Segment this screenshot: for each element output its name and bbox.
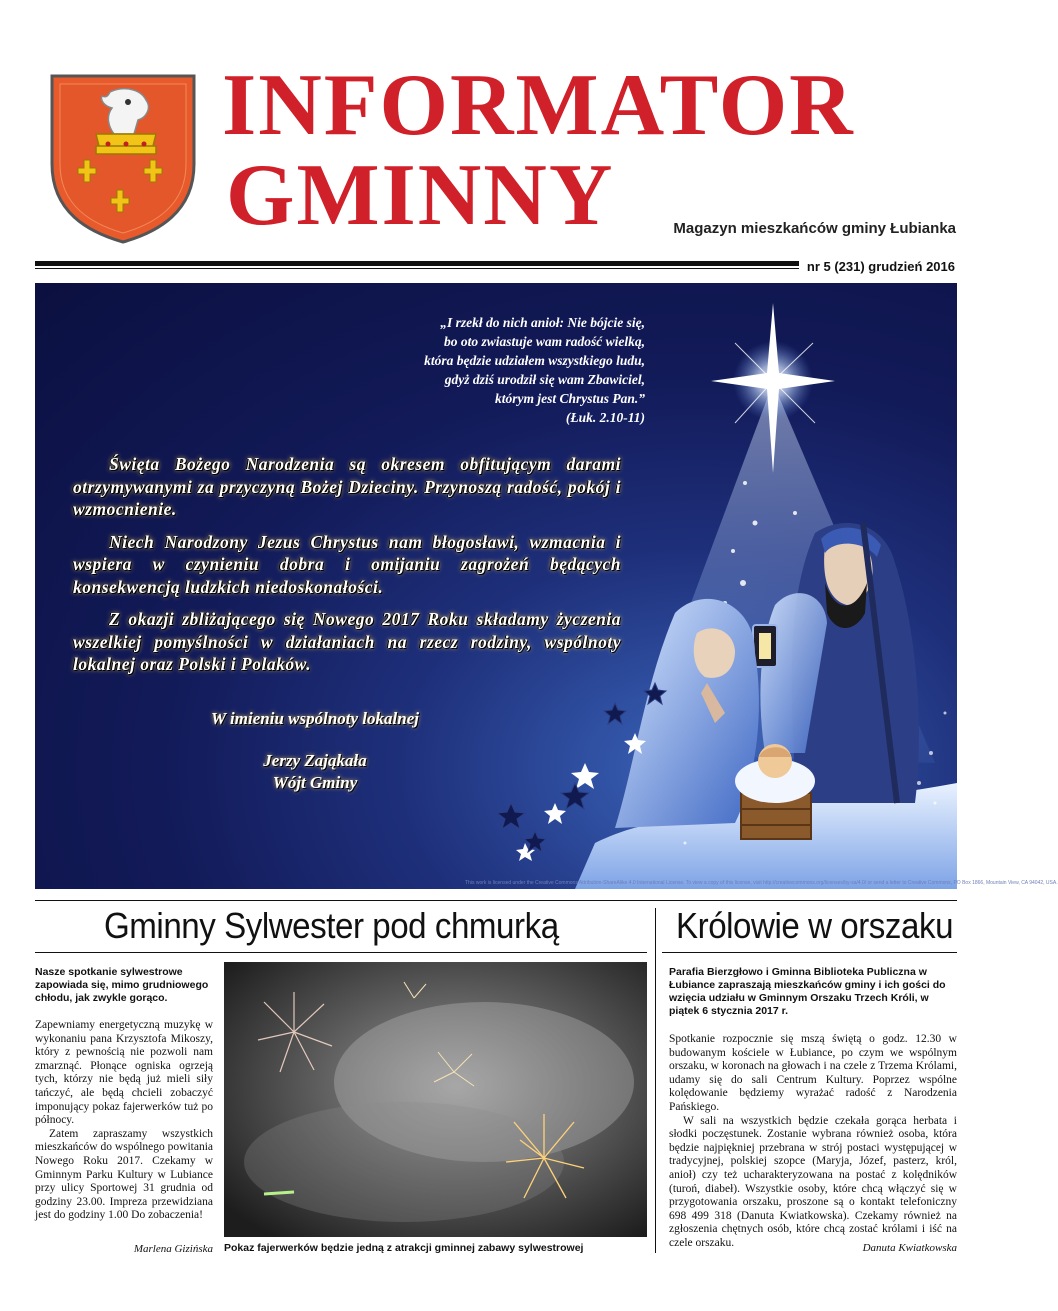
image-credit: This work is licensed under the Creative Commons Attribution-ShareAlike 4.0 International License. To view a copy of this license, visit http://creativecommons.org/licenses/by-sa/4.0/ or send a letter to Creative Commons, PO Box 1866, Mountain View, CA 94042, USA.: [465, 880, 1058, 886]
section-rule: [35, 900, 957, 901]
article-lead: Nasze spotkanie sylwestrowe zapowiada się, mimo grudniowego chłodu, jak zwykle gorąco.: [35, 966, 209, 1004]
masthead-subtitle: Magazyn mieszkańców gminy Łubianka: [673, 220, 956, 237]
wishes-paragraph: Święta Bożego Narodzenia są okresem obfitującym darami otrzymywanymi za przyczyną Bożej Dzieciny. Przynoszą radość, pokój i wzmocnienie.: [73, 454, 621, 519]
christmas-wishes: [73, 453, 621, 686]
article-author: Danuta Kwiatkowska: [862, 1242, 957, 1254]
quote-reference: (Łuk. 2.10-11): [565, 410, 645, 425]
article-paragraph: W sali na wszystkich będzie czekała gorąca herbata i słodki poczęstunek. Zostanie wybrana również osoba, która będzie najpiękniej przebrana w strój postaci występującej w tradycyjnej, polskiej szopce (Maryja, Józef, pasterz, król, anioł) czy też ucharakteryzowana na postać z kolędników (turoń, diabeł). Wszystkie osoby, które chcą włączyć się w przygotowania orszaku, proszone są o kontakt telefoniczny 698 499 318 (Danuta Kwiatkowska). Czekamy również na zgłoszenia chętnych osób, które chcą zostać królami i iść na czele orszaku.: [669, 1114, 957, 1249]
quote-line: „I rzekł do nich anioł: Nie bójcie się,: [440, 315, 645, 330]
article-paragraph: Spotkanie rozpocznie się mszą świętą o godz. 12.30 w budowanym kościele w Łubiance, po czym we wspólnym orszaku, w koronach na głowach i na czele z Trzema Królami, udamy się do sali Centrum Kultury. Poprzez wspólne kolędowanie będziemy wyrażać radość z Narodzenia Pańskiego.: [669, 1033, 957, 1113]
article-body: [35, 1019, 213, 1223]
article-headline-orszak: Królowie w orszaku: [676, 905, 954, 946]
article-paragraph: Zatem zapraszamy wszystkich mieszkańców do wspólnego powitania Nowego Roku 2017. Czekamy w Gminnym Parku Kultury w Lubiance przy ulicy Sportowej 31 grudnia od godziny 23.00. Impreza przewidziana jest do godziny 1.00 Do zobaczenia!: [35, 1127, 213, 1222]
wishes-paragraph: Z okazji zbliżającego się Nowego 2017 Roku składamy życzenia wszelkiej pomyślności w działaniach na rzecz rodziny, wspólnoty lokalnej oraz Polski i Polaków.: [73, 609, 621, 674]
article-lead: Parafia Bierzgłowo i Gminna Biblioteka Publiczna w Łubiance zapraszają mieszkańców gminy i ich gości do wzięcia udziału w Gminnym Orszaku Trzech Króli, w piątek 6 stycznia 2017 r.: [669, 966, 946, 1017]
quote-line: która będzie udziałem wszystkiego ludu,: [424, 353, 645, 368]
masthead-title-line2: GMINNY: [226, 147, 615, 244]
signature-name: Jerzy Zająkała: [263, 751, 367, 770]
fireworks-photo: [224, 962, 647, 1237]
masthead-title-line1: INFORMATOR: [222, 57, 855, 154]
masthead-rule-thin: [35, 268, 815, 269]
wishes-paragraph: Niech Narodzony Jezus Chrystus nam błogosławi, wzmacnia i wspiera w czynieniu dobra i omijaniu zagrożeń będących konsekwencją ludzkich niedoskonałości.: [73, 531, 621, 597]
coat-of-arms-icon: [48, 72, 198, 244]
quote-line: którym jest Chrystus Pan.”: [494, 391, 645, 406]
article-author: Marlena Gizińska: [133, 1243, 213, 1255]
article-headline-sylwester: Gminny Sylwester pod chmurką: [104, 905, 559, 946]
column-divider: [655, 908, 656, 1253]
bible-quote: [325, 313, 645, 427]
nativity-panel: [35, 283, 1058, 889]
signature-block: [145, 708, 485, 794]
photo-caption: Pokaz fajerwerków będzie jedną z atrakcji gminnej zabawy sylwestrowej: [224, 1242, 584, 1254]
article-paragraph: Zapewniamy energetyczną muzykę w wykonaniu pana Krzysztofa Mikoszy, który z pewnością nie pozwoli nam zmarznąć. Płonące ogniska ogrzeją tych, którzy nie będą już mieli siły tańczyć, ale będą chcieli zobaczyć imponujący pokaz fajerwerków tuż po północy.: [35, 1019, 213, 1127]
article-body: [669, 1033, 957, 1251]
signature-intro: W imieniu wspólnoty lokalnej: [211, 709, 419, 728]
quote-line: bo oto zwiastuje wam radość wielką,: [443, 334, 645, 349]
issue-number: nr 5 (231) grudzień 2016: [799, 259, 957, 274]
fireworks-image: [224, 962, 647, 1237]
headline-rule: [662, 952, 957, 953]
signature-role: Wójt Gminy: [272, 773, 358, 792]
headline-rule: [35, 952, 647, 953]
quote-line: gdyż dziś urodził się wam Zbawiciel,: [444, 372, 645, 387]
